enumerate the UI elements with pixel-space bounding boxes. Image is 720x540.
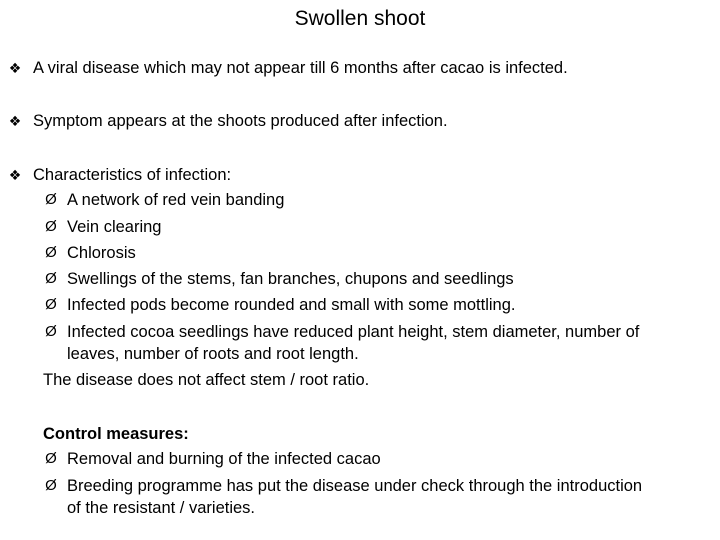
arrow-bullet-icon: Ø [45, 450, 57, 467]
characteristic-item: A network of red vein banding [67, 191, 285, 209]
slide-title: Swollen shoot [294, 7, 426, 30]
arrow-bullet-icon: Ø [45, 323, 57, 340]
characteristic-item: Swellings of the stems, fan branches, chupons and seedlings [67, 270, 514, 288]
control-measure-item: Removal and burning of the infected cacao [67, 450, 381, 468]
arrow-bullet-icon: Ø [45, 270, 57, 287]
bullet-viral-disease: A viral disease which may not appear till 6 months after cacao is infected. [33, 59, 568, 77]
arrow-bullet-icon: Ø [45, 244, 57, 261]
bullet-characteristics-heading: Characteristics of infection: [33, 166, 232, 184]
control-measure-item-continuation: of the resistant / varieties. [67, 499, 256, 517]
characteristic-item: Infected pods become rounded and small with some mottling. [67, 296, 516, 314]
arrow-bullet-icon: Ø [45, 477, 57, 494]
arrow-bullet-icon: Ø [45, 218, 57, 235]
characteristic-item: Infected cocoa seedlings have reduced plant height, stem diameter, number of [67, 323, 640, 341]
diamond-bullet-icon: ❖ [8, 167, 22, 183]
characteristic-item: Vein clearing [67, 218, 162, 236]
arrow-bullet-icon: Ø [45, 296, 57, 313]
characteristic-item: Chlorosis [67, 244, 136, 262]
control-measures-heading: Control measures: [43, 425, 189, 443]
characteristic-item-continuation: leaves, number of roots and root length. [67, 345, 359, 363]
diamond-bullet-icon: ❖ [8, 113, 22, 129]
stem-root-ratio-note: The disease does not affect stem / root ratio. [43, 371, 370, 389]
bullet-symptom: Symptom appears at the shoots produced after infection. [33, 112, 448, 130]
control-measure-item: Breeding programme has put the disease under check through the introduction [67, 477, 643, 495]
diamond-bullet-icon: ❖ [8, 60, 22, 76]
arrow-bullet-icon: Ø [45, 191, 57, 208]
